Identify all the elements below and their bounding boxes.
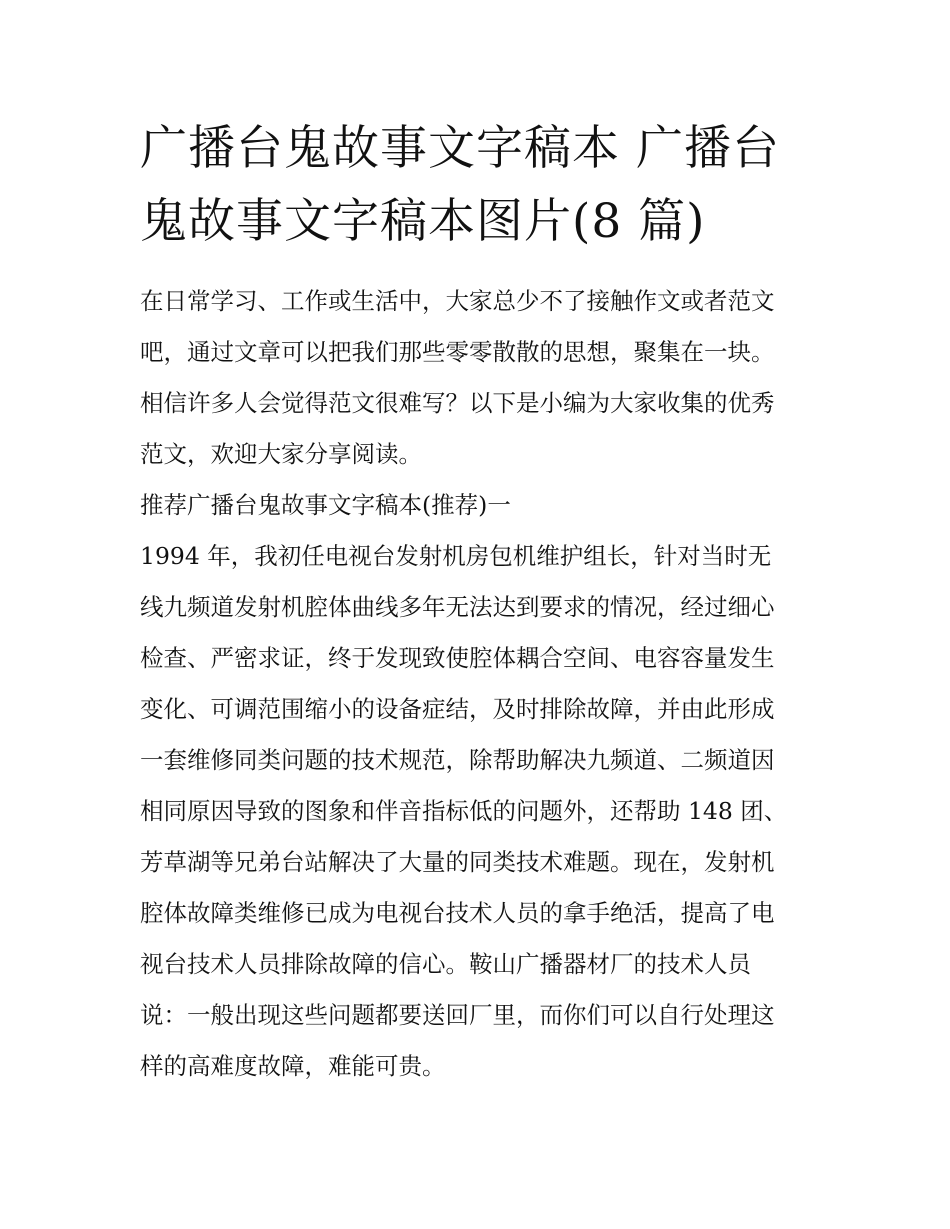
section-line: 芳草湖等兄弟台站解决了大量的同类技术难题。现在，发射机 [140, 848, 775, 876]
section-heading: 推荐广播台鬼故事文字稿本(推荐)一 [140, 491, 511, 519]
section-line: 线九频道发射机腔体曲线多年无法达到要求的情况，经过细心 [140, 593, 775, 621]
section-line: 变化、可调范围缩小的设备症结，及时排除故障，并由此形成 [140, 695, 775, 723]
document-title [140, 112, 820, 258]
section-line: 样的高难度故障，难能可贵。 [140, 1052, 446, 1080]
intro-line: 吧，通过文章可以把我们那些零零散散的思想，聚集在一块。 [140, 338, 775, 366]
section-line: 一套维修同类问题的技术规范，除帮助解决九频道、二频道因 [140, 746, 775, 774]
section-line: 1994 年，我初任电视台发射机房包机维护组长，针对当时无 [140, 542, 772, 570]
section-line: 腔体故障类维修已成为电视台技术人员的拿手绝活，提高了电 [140, 899, 775, 927]
intro-line: 范文，欢迎大家分享阅读。 [140, 440, 422, 468]
intro-line: 在日常学习、工作或生活中，大家总少不了接触作文或者范文 [140, 287, 775, 315]
title-line: 广播台鬼故事文字稿本 广播台 [140, 121, 780, 176]
section-line: 检查、严密求证，终于发现致使腔体耦合空间、电容容量发生 [140, 644, 775, 672]
section-line: 说：一般出现这些问题都要送回厂里，而你们可以自行处理这 [140, 1001, 775, 1029]
document-body [140, 276, 820, 1092]
intro-line: 相信许多人会觉得范文很难写？以下是小编为大家收集的优秀 [140, 389, 775, 417]
section-line: 相同原因导致的图象和伴音指标低的问题外，还帮助 148 团、 [140, 797, 788, 825]
section-line: 视台技术人员排除故障的信心。鞍山广播器材厂的技术人员 [140, 950, 751, 978]
title-line: 鬼故事文字稿本图片(8 篇) [140, 194, 706, 249]
